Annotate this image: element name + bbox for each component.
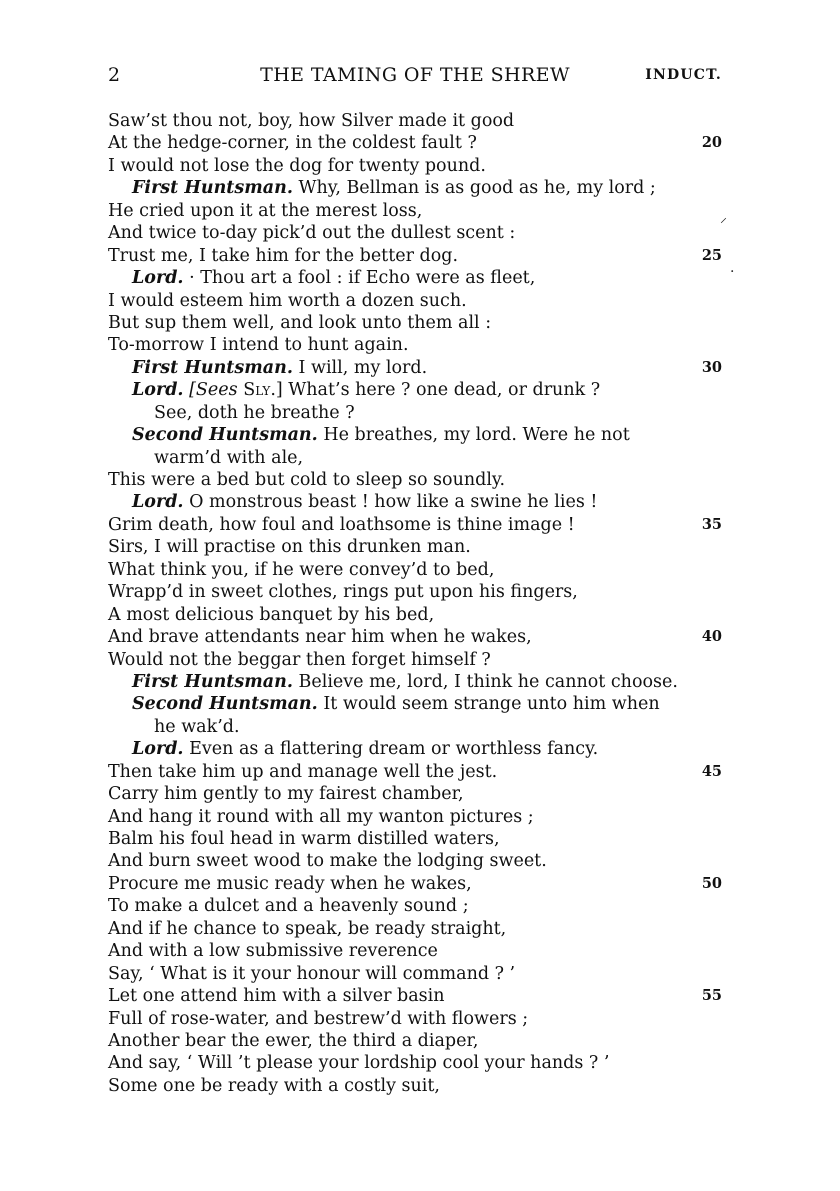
dialogue-text: warm’d with ale,: [154, 447, 304, 468]
verse-line: [108, 626, 722, 648]
line-text: [108, 761, 497, 783]
speaker-name: First Huntsman.: [132, 178, 293, 199]
dialogue-text: Believe me, lord, I think he cannot choose.: [298, 671, 678, 692]
dialogue-text: he wak’d.: [154, 716, 240, 737]
line-text: [108, 1030, 478, 1052]
line-text: [108, 985, 444, 1007]
verse-line: [108, 828, 722, 850]
line-text: [108, 873, 472, 895]
dialogue-text: And burn sweet wood to make the lodging sweet.: [108, 851, 547, 872]
dialogue-text: I will, my lord.: [298, 357, 428, 378]
verse-line: [108, 200, 722, 222]
dialogue-text: · Thou art a fool : if Echo were as fleet,: [189, 268, 536, 289]
speech-line: [108, 177, 722, 199]
verse-line: [108, 469, 722, 491]
speech-line: [108, 738, 722, 760]
verse-line: [108, 783, 722, 805]
line-text: [108, 200, 422, 222]
verse-line: [108, 1052, 722, 1074]
dialogue-text: Another bear the ewer, the third a diaper,: [108, 1030, 479, 1051]
line-text: [108, 895, 469, 917]
dialogue-text: To-morrow I intend to hunt again.: [108, 335, 409, 356]
line-text: [132, 738, 598, 760]
speech-line: [108, 357, 722, 379]
running-title: THE TAMING OF THE SHREW: [260, 64, 570, 86]
verse-line: [108, 1075, 722, 1097]
margin-mark: ⸝: [720, 210, 727, 226]
section-label: INDUCT.: [645, 67, 722, 83]
page-number: 2: [108, 64, 121, 86]
play-text: [108, 110, 722, 1097]
dialogue-text: It would seem strange unto him when: [323, 694, 660, 715]
line-text: [132, 379, 600, 401]
dialogue-text: Wrapp’d in sweet clothes, rings put upon his fingers,: [108, 582, 578, 603]
verse-line: [108, 222, 722, 244]
dialogue-text: What’s here ? one dead, or drunk ?: [288, 380, 601, 401]
stage-direction: [Sees: [189, 380, 238, 401]
line-text: [108, 850, 547, 872]
dialogue-text: I would not lose the dog for twenty pound.: [108, 155, 486, 176]
verse-line: [108, 1030, 722, 1052]
verse-line: [108, 536, 722, 558]
line-text: [108, 1052, 609, 1074]
dialogue-text: A most delicious banquet by his bed,: [108, 604, 435, 625]
speaker-name: First Huntsman.: [132, 671, 293, 692]
dialogue-text: But sup them well, and look unto them all :: [108, 312, 492, 333]
line-number: 35: [701, 515, 722, 533]
speech-line: [108, 671, 722, 693]
dialogue-text: He cried upon it at the merest loss,: [108, 200, 423, 221]
dialogue-text: Say, ‘ What is it your honour will command ? ’: [108, 963, 516, 984]
verse-line: [108, 312, 722, 334]
line-text: [108, 1008, 528, 1030]
margin-mark: ·: [730, 264, 735, 280]
line-text: [108, 110, 514, 132]
dialogue-text: O monstrous beast ! how like a swine he lies !: [189, 492, 598, 513]
dialogue-text: And hang it round with all my wanton pictures ;: [108, 806, 534, 827]
line-text: [154, 402, 355, 424]
line-number: 55: [701, 987, 722, 1005]
line-text: [108, 155, 486, 177]
line-text: [154, 447, 303, 469]
verse-line: [108, 895, 722, 917]
line-number: 25: [701, 246, 722, 264]
stage-direction-name: Sly.]: [243, 380, 283, 401]
line-text: [108, 536, 471, 558]
line-text: [108, 963, 515, 985]
dialogue-text: Full of rose-water, and bestrew’d with flowers ;: [108, 1008, 529, 1029]
dialogue-text: See, doth he breathe ?: [154, 402, 355, 423]
verse-line: [108, 245, 722, 267]
line-text: [108, 581, 578, 603]
dialogue-text: Even as a flattering dream or worthless fancy.: [189, 739, 599, 760]
line-number: 45: [701, 762, 722, 780]
dialogue-text: Then take him up and manage well the jest.: [108, 761, 498, 782]
verse-line: [108, 1008, 722, 1030]
verse-line: [108, 940, 722, 962]
line-text: [108, 649, 491, 671]
line-number: 50: [701, 874, 722, 892]
verse-line: [108, 514, 722, 536]
verse-line: [108, 716, 722, 738]
line-text: [108, 918, 506, 940]
line-text: [108, 132, 477, 154]
speaker-name: Lord.: [132, 380, 184, 401]
dialogue-text: Some one be ready with a costly suit,: [108, 1075, 440, 1096]
line-text: [108, 334, 409, 356]
line-text: [108, 290, 467, 312]
verse-line: [108, 155, 722, 177]
page-header: [108, 64, 722, 92]
verse-line: [108, 402, 722, 424]
dialogue-text: Let one attend him with a silver basin: [108, 986, 445, 1007]
dialogue-text: And twice to-day pick’d out the dullest scent :: [108, 223, 516, 244]
line-text: [132, 491, 597, 513]
speaker-name: Lord.: [132, 739, 184, 760]
line-text: [108, 514, 575, 536]
verse-line: [108, 110, 722, 132]
line-text: [108, 222, 515, 244]
speaker-name: First Huntsman.: [132, 357, 293, 378]
verse-line: [108, 334, 722, 356]
dialogue-text: Saw’st thou not, boy, how Silver made it good: [108, 111, 515, 131]
line-number: 40: [701, 628, 722, 646]
line-text: [154, 716, 240, 738]
dialogue-text: To make a dulcet and a heavenly sound ;: [108, 896, 469, 917]
verse-line: [108, 604, 722, 626]
speech-line: [108, 379, 722, 401]
dialogue-text: Carry him gently to my fairest chamber,: [108, 784, 464, 805]
line-text: [132, 671, 678, 693]
verse-line: [108, 918, 722, 940]
line-text: [108, 1075, 440, 1097]
verse-line: [108, 873, 722, 895]
speech-line: [108, 491, 722, 513]
dialogue-text: At the hedge-corner, in the coldest fault ?: [108, 133, 477, 154]
verse-line: [108, 132, 722, 154]
line-text: [108, 783, 464, 805]
line-text: [108, 559, 494, 581]
line-text: [132, 357, 427, 379]
dialogue-text: And if he chance to speak, be ready straight,: [108, 918, 507, 939]
speech-line: [108, 267, 722, 289]
speech-line: [108, 693, 722, 715]
line-text: [108, 312, 491, 334]
dialogue-text: And brave attendants near him when he wakes,: [108, 627, 532, 648]
dialogue-text: And say, ‘ Will ’t please your lordship cool your hands ? ’: [108, 1053, 610, 1074]
dialogue-text: And with a low submissive reverence: [108, 941, 438, 962]
dialogue-text: What think you, if he were convey’d to bed,: [108, 559, 495, 580]
line-text: [132, 177, 656, 199]
verse-line: [108, 559, 722, 581]
speaker-name: Second Huntsman.: [132, 694, 318, 715]
line-text: [108, 245, 458, 267]
line-text: [132, 267, 535, 289]
verse-line: [108, 581, 722, 603]
verse-line: [108, 649, 722, 671]
line-text: [132, 424, 630, 446]
verse-line: [108, 761, 722, 783]
line-text: [108, 828, 500, 850]
speaker-name: Second Huntsman.: [132, 425, 318, 446]
dialogue-text: Grim death, how foul and loathsome is thine image !: [108, 514, 575, 535]
speaker-name: Lord.: [132, 268, 184, 289]
line-text: [108, 806, 534, 828]
line-text: [108, 604, 434, 626]
dialogue-text: Would not the beggar then forget himself ?: [108, 649, 491, 670]
line-text: [132, 693, 660, 715]
dialogue-text: I would esteem him worth a dozen such.: [108, 290, 467, 311]
verse-line: [108, 963, 722, 985]
line-text: [108, 469, 505, 491]
verse-line: [108, 290, 722, 312]
dialogue-text: This were a bed but cold to sleep so soundly.: [108, 470, 506, 490]
line-text: [108, 940, 438, 962]
dialogue-text: He breathes, my lord. Were he not: [323, 425, 630, 446]
line-number: 30: [701, 358, 722, 376]
dialogue-text: Procure me music ready when he wakes,: [108, 873, 472, 894]
dialogue-text: Balm his foul head in warm distilled waters,: [108, 829, 500, 849]
dialogue-text: Why, Bellman is as good as he, my lord ;: [298, 178, 656, 199]
verse-line: [108, 850, 722, 872]
speech-line: [108, 424, 722, 446]
verse-line: [108, 447, 722, 469]
dialogue-text: Sirs, I will practise on this drunken man.: [108, 537, 471, 558]
verse-line: [108, 806, 722, 828]
line-number: 20: [701, 134, 722, 152]
verse-line: [108, 985, 722, 1007]
line-text: [108, 626, 532, 648]
speaker-name: Lord.: [132, 492, 184, 513]
dialogue-text: Trust me, I take him for the better dog.: [108, 245, 459, 266]
